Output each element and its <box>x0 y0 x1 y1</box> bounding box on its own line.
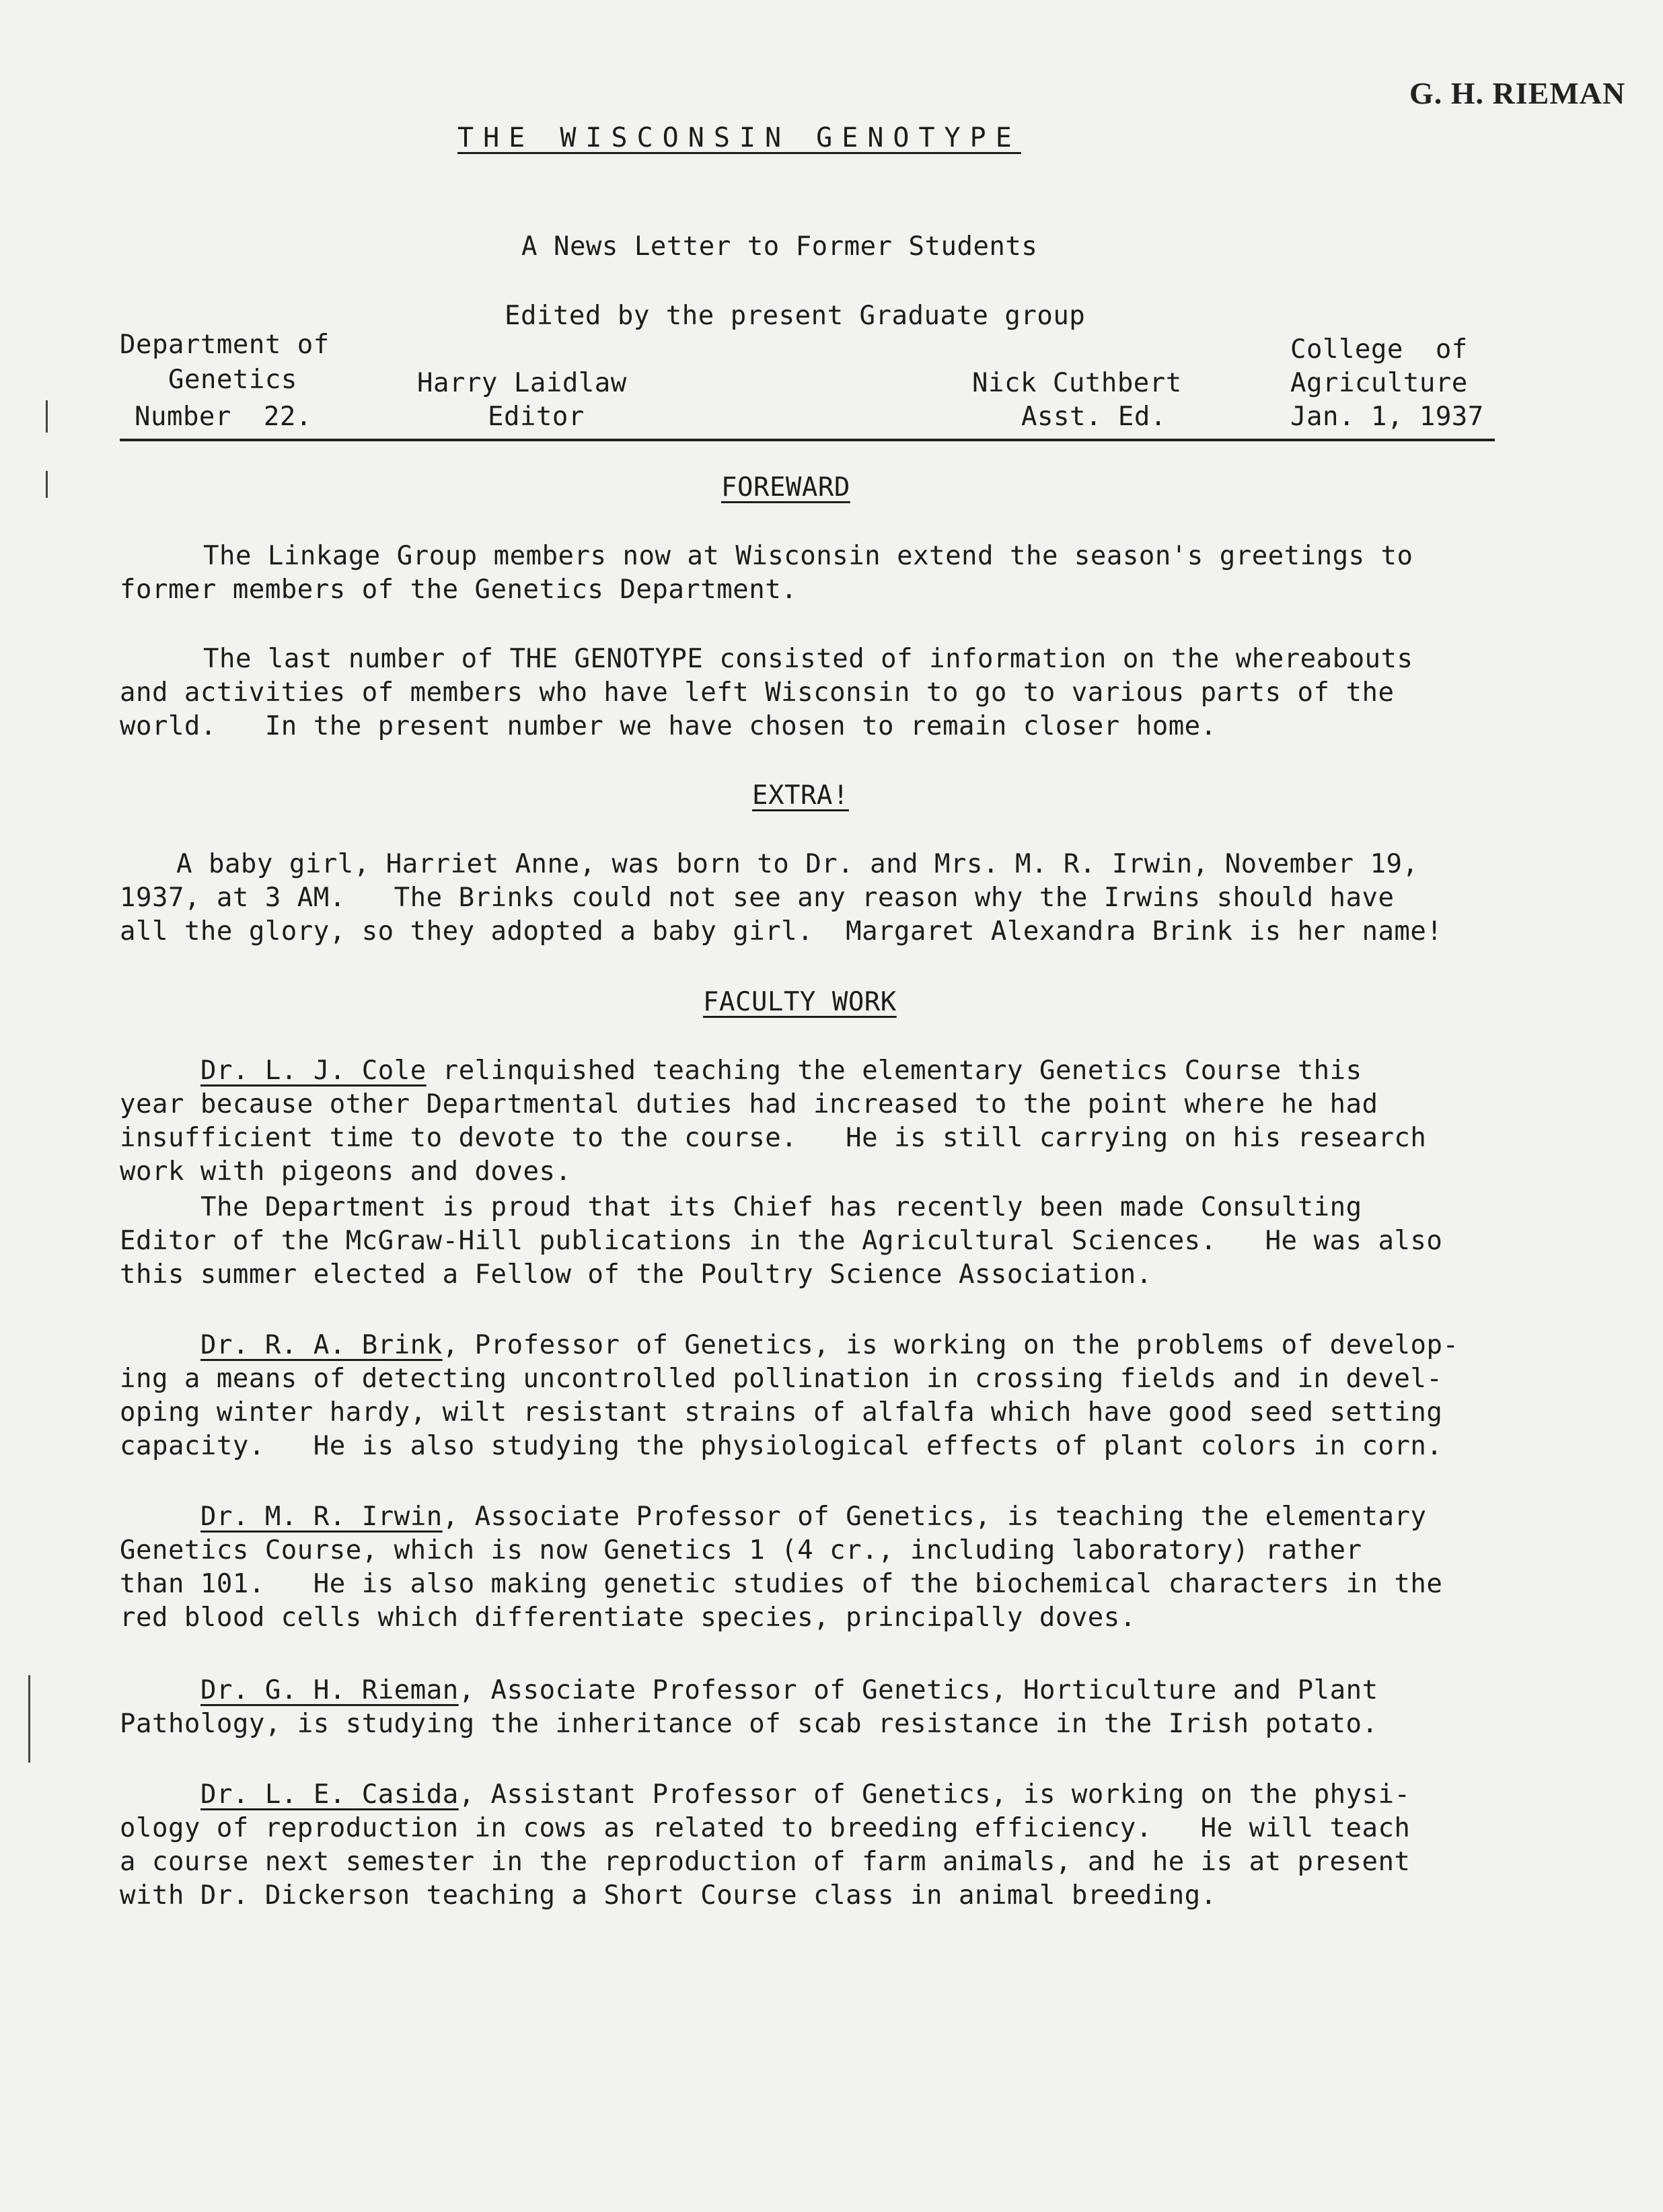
casida-text: , Assistant Professor of Genetics, is working on the physi- <box>458 1779 1411 1810</box>
masthead-editor-role: Editor <box>488 402 585 432</box>
faculty-work-heading: FACULTY WORK <box>703 987 897 1017</box>
masthead-agriculture: Agriculture <box>1290 368 1468 398</box>
casida-paragraph-line-3: a course next semester in the reproduction of farm animals, and he is at present <box>120 1847 1411 1877</box>
irwin-text: , Associate Professor of Genetics, is teaching the elementary <box>442 1502 1427 1532</box>
foreward-heading: FOREWARD <box>721 472 850 503</box>
masthead-department: Department of <box>120 330 330 360</box>
cole-paragraph-line-7: this summer elected a Fellow of the Poultry Science Association. <box>120 1259 1152 1290</box>
irwin-paragraph-line-2: Genetics Course, which is now Genetics 1 (4 cr., including laboratory) rather <box>120 1535 1362 1565</box>
rieman-name: Dr. G. H. Rieman <box>200 1675 459 1705</box>
casida-name: Dr. L. E. Casida <box>200 1779 459 1810</box>
masthead-genetics: Genetics <box>168 365 297 395</box>
masthead-rule <box>120 439 1495 441</box>
edited-by-line: Edited by the present Graduate group <box>505 301 1086 331</box>
cole-paragraph-line-2: year because other Departmental duties had increased to the point where he had <box>120 1089 1378 1119</box>
brink-text: , Professor of Genetics, is working on the problems of develop- <box>442 1330 1459 1360</box>
owner-stamp: G. H. RIEMAN <box>1409 76 1626 110</box>
margin-mark <box>46 400 48 433</box>
cole-paragraph-line-4: work with pigeons and doves. <box>120 1156 572 1187</box>
brink-paragraph-line-2: ing a means of detecting uncontrolled pollination in crossing fields and in devel- <box>120 1364 1443 1394</box>
cole-name: Dr. L. J. Cole <box>200 1056 427 1086</box>
masthead-number: Number 22. <box>135 402 312 432</box>
foreward-paragraph-2-line-2: and activities of members who have left Wisconsin to go to various parts of the <box>120 677 1395 708</box>
masthead-college: College of <box>1290 334 1468 365</box>
irwin-name: Dr. M. R. Irwin <box>200 1502 443 1532</box>
cole-paragraph-line-3: insufficient time to devote to the course. He is still carrying on his research <box>120 1123 1427 1153</box>
foreward-paragraph-1-line-1: The Linkage Group members now at Wisconsin extend the season's greetings to <box>203 541 1413 571</box>
cole-paragraph-line-5: The Department is proud that its Chief has recently been made Consulting <box>200 1192 1362 1222</box>
rieman-text: , Associate Professor of Genetics, Horticulture and Plant <box>458 1675 1378 1705</box>
cole-text: relinquished teaching the elementary Genetics Course this <box>426 1056 1362 1086</box>
extra-line-2: 1937, at 3 AM. The Brinks could not see any reason why the Irwins should have <box>120 883 1395 913</box>
brink-paragraph-line-4: capacity. He is also studying the physiological effects of plant colors in corn. <box>120 1431 1443 1461</box>
irwin-paragraph-line-1 <box>200 1500 1426 1534</box>
foreward-paragraph-1-line-2: former members of the Genetics Department. <box>120 575 798 605</box>
foreward-paragraph-2-line-3: world. In the present number we have chosen to remain closer home. <box>120 711 1217 741</box>
brink-paragraph-line-3: oping winter hardy, wilt resistant strains of alfalfa which have good seed setting <box>120 1397 1443 1428</box>
rieman-paragraph-line-1 <box>200 1674 1378 1707</box>
brink-paragraph-line-1 <box>200 1329 1458 1362</box>
newsletter-title: THE WISCONSIN GENOTYPE <box>457 122 1021 153</box>
rieman-paragraph-line-2: Pathology, is studying the inheritance of scab resistance in the Irish potato. <box>120 1709 1378 1739</box>
irwin-paragraph-line-3: than 101. He is also making genetic studies of the biochemical characters in the <box>120 1569 1443 1599</box>
masthead-date: Jan. 1, 1937 <box>1290 402 1484 432</box>
foreward-paragraph-2-line-1: The last number of THE GENOTYPE consisted of information on the whereabouts <box>203 644 1413 674</box>
margin-mark <box>46 471 48 498</box>
masthead-asst-role: Asst. Ed. <box>1021 402 1167 432</box>
casida-paragraph-line-1 <box>200 1778 1411 1812</box>
margin-mark <box>28 1675 30 1763</box>
casida-paragraph-line-2: ology of reproduction in cows as related to breeding efficiency. He will teach <box>120 1813 1411 1843</box>
irwin-paragraph-line-4: red blood cells which differentiate species, principally doves. <box>120 1602 1136 1633</box>
cole-paragraph-line-6: Editor of the McGraw-Hill publications in the Agricultural Sciences. He was also <box>120 1226 1443 1256</box>
masthead-asst-name: Nick Cuthbert <box>972 368 1182 398</box>
extra-line-3: all the glory, so they adopted a baby girl. Margaret Alexandra Brink is her name! <box>120 916 1443 947</box>
extra-heading: EXTRA! <box>752 780 849 811</box>
cole-paragraph-line-1 <box>200 1054 1362 1088</box>
casida-paragraph-line-4: with Dr. Dickerson teaching a Short Course class in animal breeding. <box>120 1880 1217 1911</box>
masthead-editor-name: Harry Laidlaw <box>417 368 627 398</box>
newsletter-subtitle: A News Letter to Former Students <box>521 231 1038 262</box>
brink-name: Dr. R. A. Brink <box>200 1330 443 1360</box>
extra-line-1: A baby girl, Harriet Anne, was born to Dr. and Mrs. M. R. Irwin, November 19, <box>176 849 1419 879</box>
